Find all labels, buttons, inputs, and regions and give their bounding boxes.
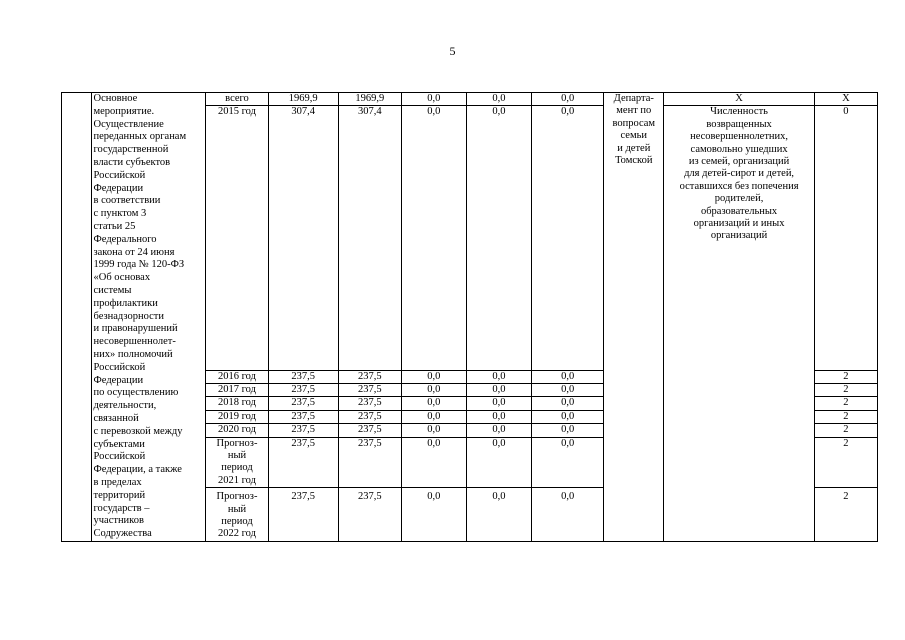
description-line: с пунктом 3 (93, 208, 147, 220)
value-cell: 0,0 (532, 410, 604, 423)
period-cell (206, 488, 268, 542)
indicator-header-cell: Х (664, 93, 815, 106)
description-line: мероприятие. (93, 105, 155, 117)
value-cell: 0,0 (532, 424, 604, 437)
target-cell: 2 (814, 370, 877, 383)
value-cell: 237,5 (268, 488, 338, 542)
target-cell: 0 (814, 106, 877, 370)
value-cell: 237,5 (338, 397, 401, 410)
period-cell: 2015 год (206, 106, 268, 370)
value-cell: 307,4 (268, 106, 338, 370)
description-line: 1999 года № 120-ФЗ (93, 259, 185, 271)
period-line: период (221, 516, 253, 528)
description-line: государственной (93, 144, 169, 156)
target-cell: 2 (814, 424, 877, 437)
value-cell: 0,0 (401, 488, 466, 542)
value-cell: 0,0 (466, 437, 531, 488)
value-cell: 0,0 (466, 410, 531, 423)
period-line: ный (227, 503, 247, 515)
period-line: период (221, 462, 253, 474)
event-description-cell (91, 93, 206, 542)
description-line: связанной (93, 412, 139, 424)
value-cell: 237,5 (268, 370, 338, 383)
description-line: государств – (93, 502, 150, 514)
department-line: Томской (615, 155, 653, 167)
value-cell: 0,0 (466, 488, 531, 542)
description-line: «Об основах (93, 272, 151, 284)
value-cell: 237,5 (338, 424, 401, 437)
description-line: Федерального (93, 233, 157, 245)
value-cell: 0,0 (401, 384, 466, 397)
description-line: Основное (93, 93, 138, 104)
period-cell: 2020 год (206, 424, 268, 437)
department-cell (604, 93, 664, 542)
value-cell: 0,0 (466, 384, 531, 397)
value-cell: 0,0 (401, 424, 466, 437)
description-line: несовершеннолет- (93, 336, 176, 348)
target-cell: 2 (814, 410, 877, 423)
description-line: статьи 25 (93, 220, 136, 232)
description-line: профилактики (93, 297, 158, 309)
period-cell: 2016 год (206, 370, 268, 383)
value-cell: 0,0 (401, 370, 466, 383)
program-table (61, 92, 878, 542)
indicator-line: родителей, (714, 193, 764, 205)
value-cell: 0,0 (532, 397, 604, 410)
indicator-line: для детей-сирот и детей, (684, 168, 795, 180)
indicator-line: Численность (710, 106, 768, 118)
period-line: Прогноз- (216, 437, 258, 449)
value-cell: 237,5 (268, 424, 338, 437)
description-line: Российской (93, 361, 146, 373)
description-line: участников (93, 515, 144, 527)
value-cell: 0,0 (532, 93, 604, 106)
period-cell: 2019 год (206, 410, 268, 423)
target-cell: 2 (814, 397, 877, 410)
indicator-line: возвращенных (706, 118, 772, 130)
indicator-line: организаций и иных (693, 218, 785, 230)
description-line: территорий (93, 489, 146, 501)
value-cell: 307,4 (338, 106, 401, 370)
value-cell: 237,5 (338, 437, 401, 488)
period-line: ный (227, 450, 247, 462)
description-line: безнадзорности (93, 310, 164, 322)
value-cell: 0,0 (401, 93, 466, 106)
value-cell: 0,0 (466, 397, 531, 410)
department-line: вопросам (612, 117, 656, 129)
target-cell: 2 (814, 437, 877, 488)
indicator-line: организаций (710, 230, 768, 242)
description-line: Содружества (93, 528, 152, 540)
indicator-line: несовершеннолетних, (690, 131, 789, 143)
department-line: и детей (617, 142, 651, 154)
value-cell: 237,5 (268, 397, 338, 410)
description-line: системы (93, 284, 132, 296)
value-cell: 237,5 (338, 370, 401, 383)
page-number: 5 (449, 44, 456, 58)
description-line: и правонарушений (93, 323, 178, 335)
value-cell: 0,0 (401, 437, 466, 488)
period-cell (206, 437, 268, 488)
description-line: Российской (93, 169, 146, 181)
description-line: Российской (93, 451, 146, 463)
value-cell: 0,0 (466, 93, 531, 106)
value-cell: 0,0 (532, 384, 604, 397)
value-cell: 0,0 (532, 488, 604, 542)
description-line: в пределах (93, 476, 142, 488)
description-line: в соответствии (93, 195, 161, 207)
department-line: семьи (620, 130, 648, 142)
description-line: Осуществление (93, 118, 164, 130)
description-line: субъектами (93, 438, 145, 450)
value-cell: 0,0 (401, 106, 466, 370)
value-cell: 0,0 (466, 370, 531, 383)
value-cell: 237,5 (268, 410, 338, 423)
indicator-line: самовольно ушедших (690, 143, 788, 155)
description-line: Федерации (93, 374, 144, 386)
period-line: Прогноз- (216, 491, 258, 503)
description-line: них» полномочий (93, 348, 173, 360)
value-cell: 0,0 (401, 410, 466, 423)
indicator-line: из семей, организаций (688, 156, 790, 168)
indicator-line: образовательных (700, 205, 778, 217)
target-cell: 2 (814, 384, 877, 397)
description-line: Федерации, а также (93, 464, 182, 476)
period-cell: 2017 год (206, 384, 268, 397)
value-cell: 237,5 (268, 437, 338, 488)
value-cell: 0,0 (532, 370, 604, 383)
value-cell: 1969,9 (268, 93, 338, 106)
description-line: Федерации (93, 182, 144, 194)
value-cell: 0,0 (532, 106, 604, 370)
description-line: деятельности, (93, 400, 157, 412)
period-cell: всего (206, 93, 268, 106)
value-cell: 0,0 (532, 437, 604, 488)
value-cell: 0,0 (401, 397, 466, 410)
indicator-line: оставшихся без попечения (679, 180, 799, 192)
department-line: мент по (616, 105, 652, 117)
indicator-cell (664, 106, 815, 541)
value-cell: 237,5 (338, 488, 401, 542)
target-cell: Х (814, 93, 877, 106)
value-cell: 0,0 (466, 424, 531, 437)
value-cell: 237,5 (338, 384, 401, 397)
description-line: по осуществлению (93, 387, 179, 399)
value-cell: 237,5 (338, 410, 401, 423)
table-row (62, 93, 878, 106)
description-line: переданных органам (93, 131, 187, 143)
value-cell: 237,5 (268, 384, 338, 397)
number-cell (62, 93, 92, 542)
period-line: 2021 год (218, 474, 256, 486)
period-line: 2022 год (218, 528, 256, 540)
value-cell: 1969,9 (338, 93, 401, 106)
description-line: с перевозкой между (93, 425, 183, 437)
target-cell: 2 (814, 488, 877, 542)
description-line: закона от 24 июня (93, 246, 175, 258)
value-cell: 0,0 (466, 106, 531, 370)
department-line: Департа- (613, 93, 654, 104)
period-cell: 2018 год (206, 397, 268, 410)
description-line: власти субъектов (93, 156, 171, 168)
